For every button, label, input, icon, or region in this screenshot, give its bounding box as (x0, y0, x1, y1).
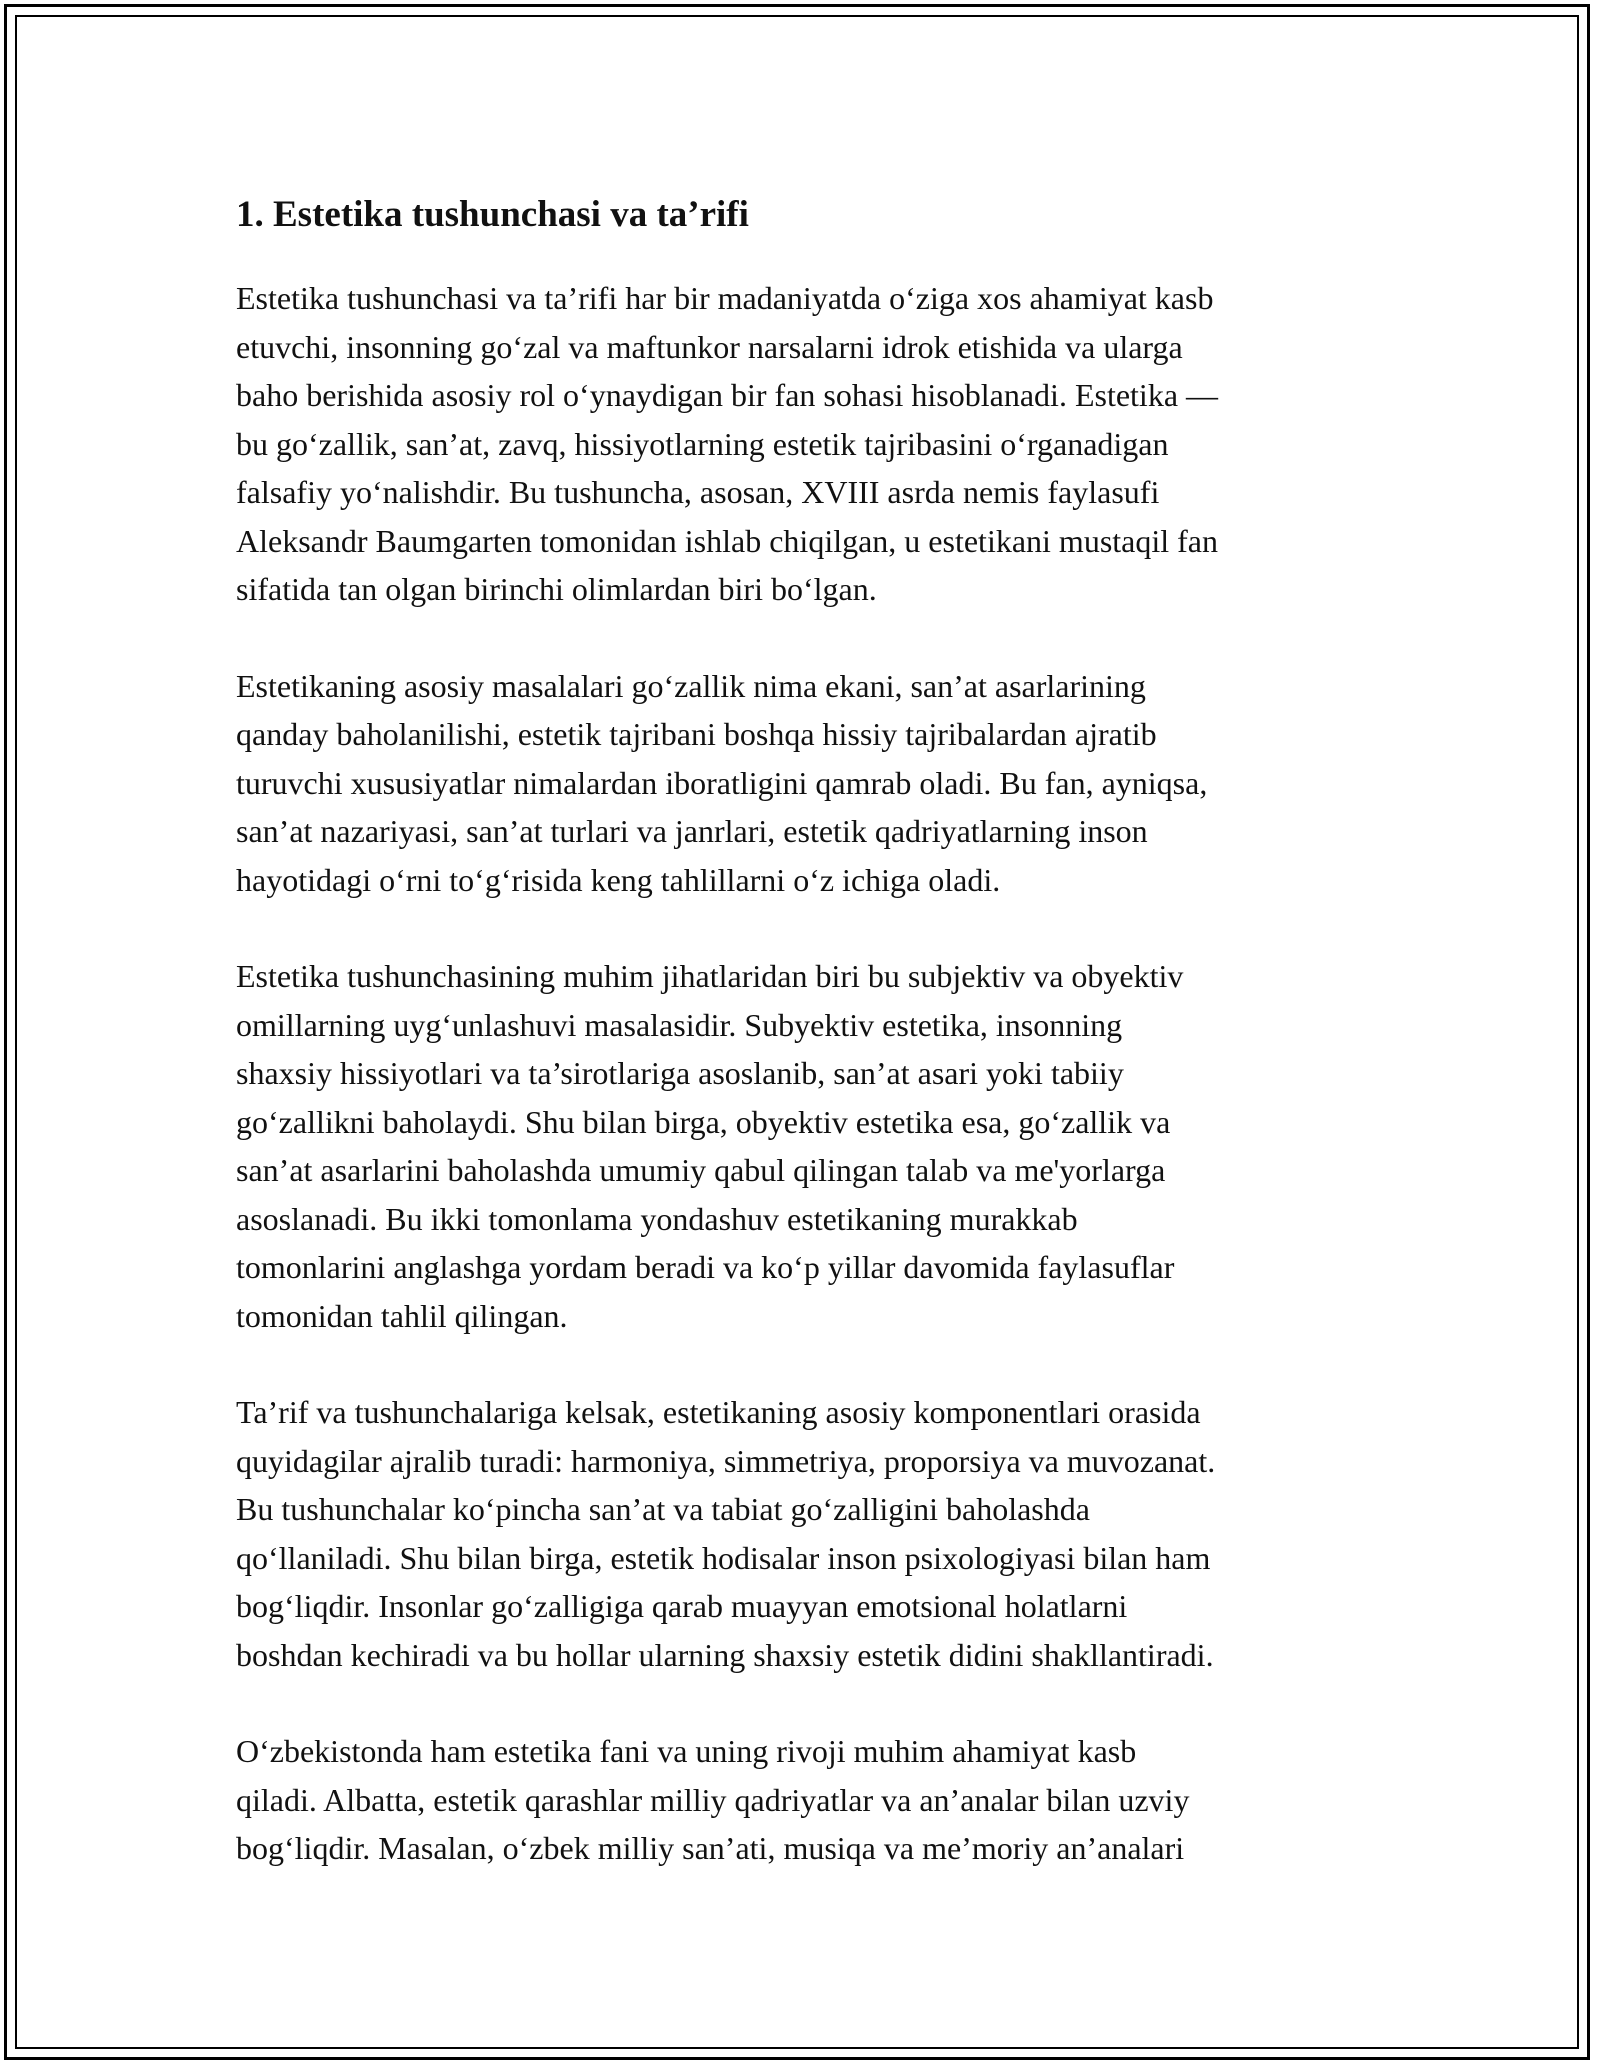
section-heading: 1. Estetika tushunchasi va ta’rifi (236, 194, 749, 235)
paragraph-3: Estetika tushunchasining muhim jihatlaridan biri bu subjektiv va obyektiv omillarning uyg‘unlashuvi masalasidir. Subyektiv estetika, insonning shaxsiy hissiyotlari va ta’sirotlariga asoslanib, san’at asari yoki tabiiy go‘zallikni baholaydi. Shu bilan birga, obyektiv estetika esa, go‘zallik va san’at asarlarini baholashda umumiy qabul qilingan talab va me'yorlarga asoslanadi. Bu ikki tomonlama yondashuv estetikaning murakkab tomonlarini anglashga yordam beradi va ko‘p yillar davomida faylasuflar tomonidan tahlil qilingan. (236, 958, 1184, 1334)
paragraph-2: Estetikaning asosiy masalalari go‘zallik nima ekani, san’at asarlarining qanday baholanilishi, estetik tajribani boshqa hissiy tajribalardan ajratib turuvchi xususiyatlar nimalardan iboratligini qamrab oladi. Bu fan, ayniqsa, san’at nazariyasi, san’at turlari va janrlari, estetik qadriyatlarning inson hayotidagi o‘rni to‘g‘risida keng tahlillarni o‘z ichiga oladi. (236, 667, 1208, 898)
paragraph-1: Estetika tushunchasi va ta’rifi har bir madaniyatda o‘ziga xos ahamiyat kasb etuvchi, insonning go‘zal va maftunkor narsalarni idrok etishida va ularga baho berishida asosiy rol o‘ynaydigan bir fan sohasi hisoblanadi. Estetika — bu go‘zallik, san’at, zavq, hissiyotlarning estetik tajribasini o‘rganadigan falsafiy yo‘nalishdir. Bu tushuncha, asosan, XVIII asrda nemis faylasufi Aleksandr Baumgarten tomonidan ishlab chiqilgan, u estetikani mustaqil fan sifatida tan olgan birinchi olimlardan biri bo‘lgan. (236, 280, 1219, 607)
document-body (236, 186, 1386, 1873)
paragraph-4: Ta’rif va tushunchalariga kelsak, estetikaning asosiy komponentlari orasida quyidagilar ajralib turadi: harmoniya, simmetriya, proporsiya va muvozanat. Bu tushunchalar ko‘pincha san’at va tabiat go‘zalligini baholashda qo‘llaniladi. Shu bilan birga, estetik hodisalar inson psixologiyasi bilan ham bog‘liqdir. Insonlar go‘zalligiga qarab muayyan emotsional holatlarni boshdan kechiradi va bu hollar ularning shaxsiy estetik didini shakllantiradi. (236, 1394, 1216, 1673)
paragraph-5: O‘zbekistonda ham estetika fani va uning rivoji muhim ahamiyat kasb qiladi. Albatta, estetik qarashlar milliy qadriyatlar va an’analar bilan uzviy bog‘liqdir. Masalan, o‘zbek milliy san’ati, musiqa va me’moriy an’analari (236, 1733, 1190, 1866)
